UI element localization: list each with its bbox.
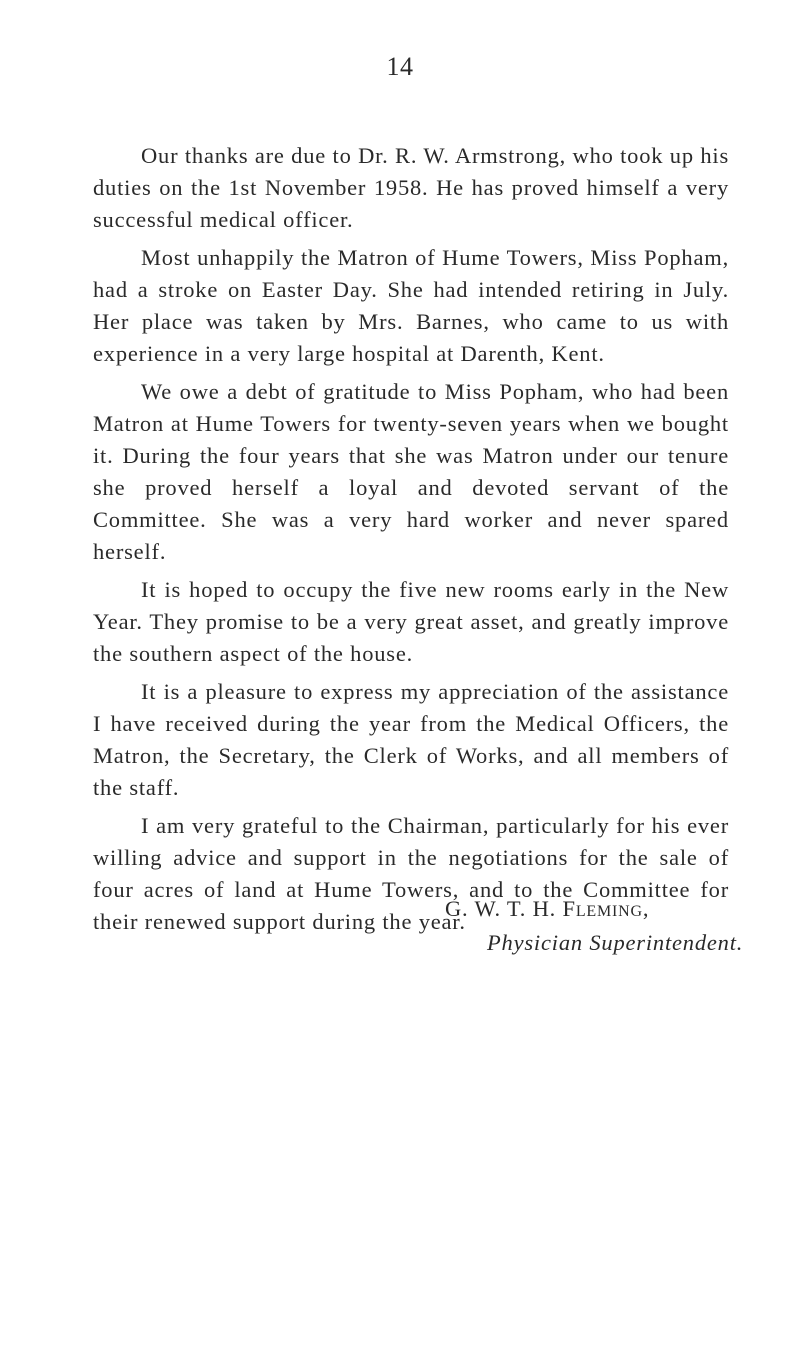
page-number: 14	[386, 52, 414, 81]
signature-block	[93, 892, 744, 960]
signature-title: Physician Superintendent.	[487, 930, 744, 955]
paragraph-matron-stroke: Most unhappily the Matron of Hume Towers, Miss Popham, had a stroke on Easter Day. She had intended retiring in July. Her place was taken by Mrs. Barnes, who came to us with experience in a very large hospital at Darenth, Kent.	[93, 245, 729, 366]
paragraph-chairman: I am very grateful to the Chairman, particularly for his ever willing advice and support in the negotiations for the sale of four acres of land at Hume Towers, and to the Committee for their renewed support during the year.	[93, 813, 729, 934]
paragraph-new-rooms: It is hoped to occupy the five new rooms early in the New Year. They promise to be a very great asset, and greatly improve the southern aspect of the house.	[93, 577, 729, 666]
paragraph-gratitude-popham: We owe a debt of gratitude to Miss Popham, who had been Matron at Hume Towers for twenty-seven years when we bought it. During the four years that she was Matron under our tenure she proved herself a loyal and devoted servant of the Committee. She was a very hard worker and never spared herself.	[93, 379, 729, 564]
paragraph-armstrong: Our thanks are due to Dr. R. W. Armstrong, who took up his duties on the 1st November 1958. He has proved himself a very successful medical officer.	[93, 143, 729, 232]
paragraph-appreciation: It is a pleasure to express my appreciation of the assistance I have received during the year from the Medical Officers, the Matron, the Secretary, the Clerk of Works, and all members of the staff.	[93, 679, 729, 800]
signature-name: G. W. T. H. Fleming,	[445, 896, 650, 921]
body-text	[93, 140, 729, 944]
